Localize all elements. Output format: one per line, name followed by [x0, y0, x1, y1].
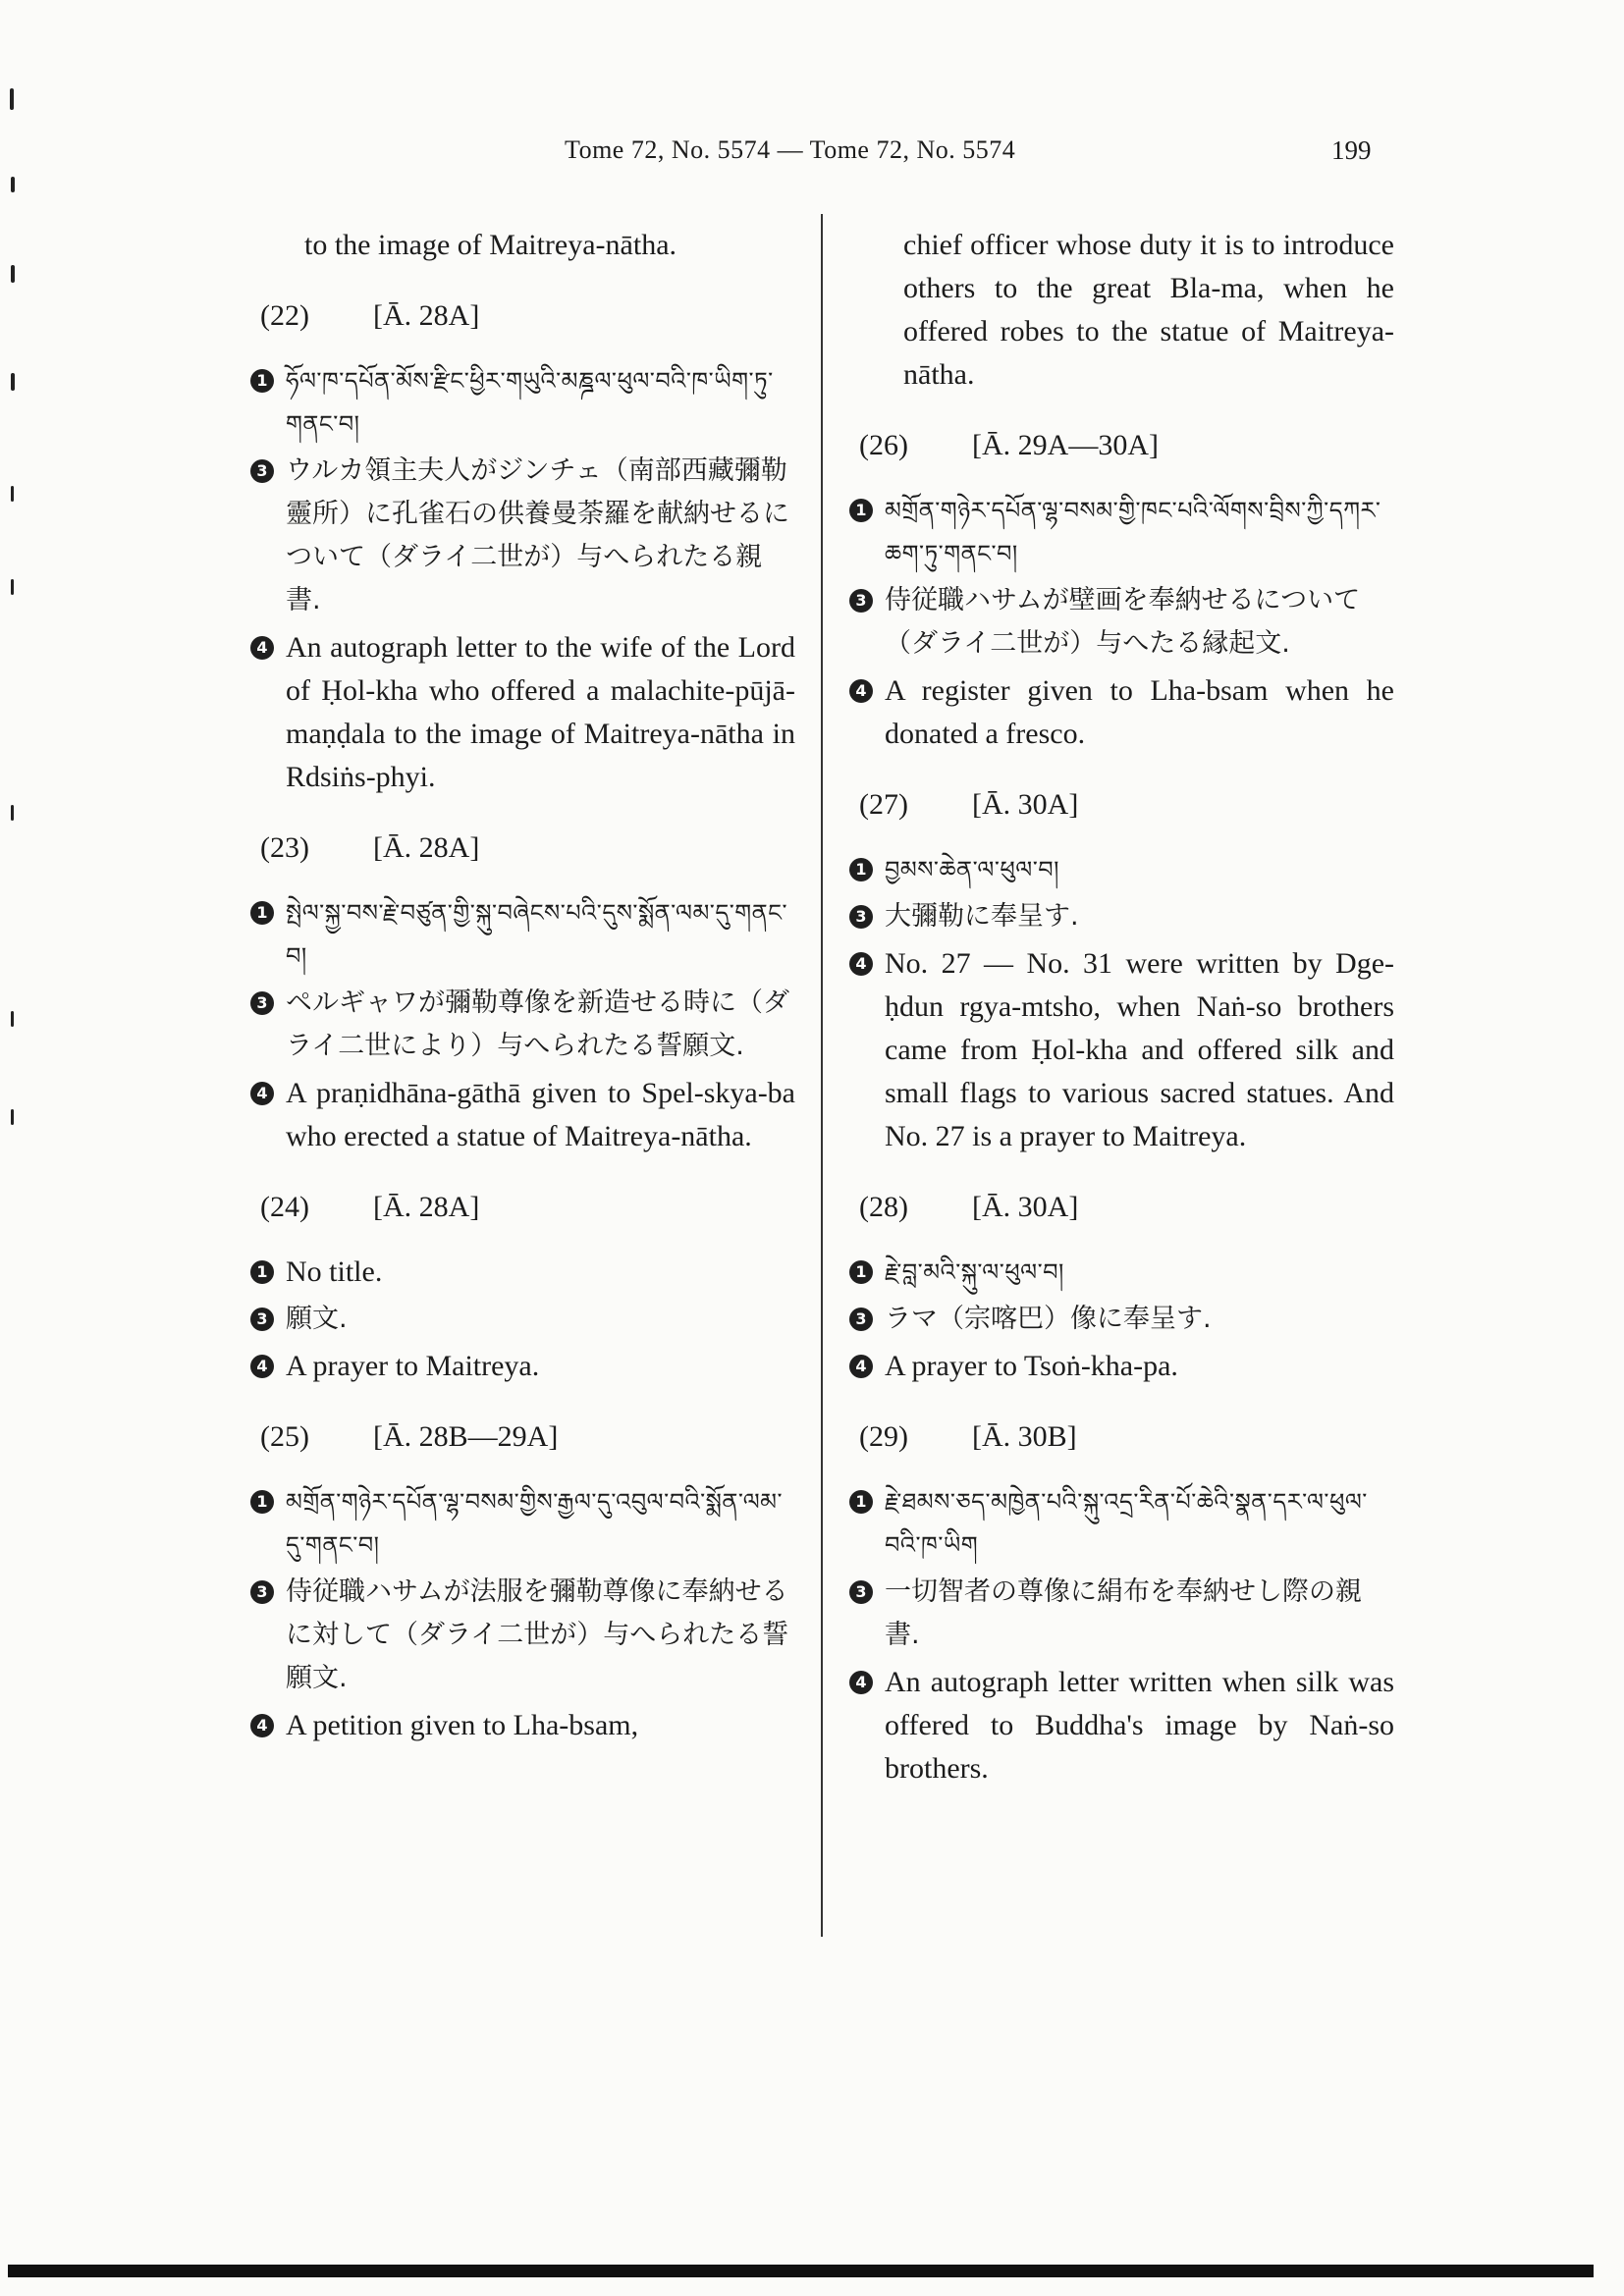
entry-25: [250, 1415, 795, 1747]
continuation-text: to the image of Maitreya-nātha.: [304, 229, 677, 261]
english-title: A prayer to Tsoṅ-kha-pa.: [885, 1350, 1178, 1382]
scan-speck: [11, 486, 14, 502]
entry-28: [849, 1186, 1394, 1388]
entry-number: (27): [859, 788, 908, 821]
entry-heading: [859, 1186, 1394, 1229]
entry-reference: [Ā. 29A—30A]: [972, 429, 1159, 461]
english-marker-icon: 4: [849, 1671, 873, 1694]
entry-24: [250, 1186, 795, 1388]
scan-speck: [11, 1109, 14, 1125]
tibetan-title-row: [250, 1480, 795, 1567]
entry-number: (26): [859, 429, 908, 461]
scan-speck: [10, 88, 14, 110]
japanese-marker-icon: 3: [250, 1580, 274, 1604]
entry-heading: [859, 783, 1394, 827]
english-title: A petition given to Lha-bsam,: [286, 1709, 639, 1741]
japanese-title: ペルギャワが彌勒尊像を新造せる時に（ダライ二世により）与へられたる誓願文.: [286, 988, 789, 1061]
tibetan-marker-icon: 1: [849, 1490, 873, 1514]
japanese-title-row: [250, 1571, 795, 1700]
japanese-title: 一切智者の尊像に絹布を奉納せし際の親書.: [885, 1576, 1362, 1650]
right-column: [849, 224, 1394, 1794]
english-title: No. 27 — No. 31 were written by Dge-ḥdun rgya-mtsho, when Naṅ-so brothers came from Ḥol-kha and offered silk and small flags to various sacred statues. And No. 27 is a prayer to Maitreya.: [885, 947, 1394, 1152]
japanese-marker-icon: 3: [849, 1580, 873, 1604]
entry-number: (22): [260, 299, 309, 332]
tibetan-title: ཧོལ་ཁ་དཔོན་མོས་རྫིང་ཕྱིར་གཡུའི་མཎྜལ་ཕུལ་བའི་ཁ་ཡིག་ཏུ་གནང་བ།: [286, 367, 774, 438]
tibetan-title-row: [250, 891, 795, 978]
entry-23: [250, 827, 795, 1158]
entry-26: [849, 424, 1394, 756]
japanese-title: 願文.: [286, 1304, 348, 1334]
japanese-title: 大彌勒に奉呈す.: [885, 901, 1079, 932]
entry-27: [849, 783, 1394, 1158]
english-marker-icon: 4: [849, 679, 873, 703]
entry-reference: [Ā. 30A]: [972, 1191, 1079, 1223]
entry-reference: [Ā. 28B—29A]: [373, 1420, 559, 1453]
scan-speck: [11, 265, 15, 283]
english-title: An autograph letter written when silk was offered to Buddha's image by Naṅ-so brothers.: [885, 1666, 1394, 1785]
japanese-title: 侍従職ハサムが法服を彌勒尊像に奉納せるに対して（ダライ二世が）与へられたる誓願文.: [286, 1576, 789, 1693]
tibetan-title-row: [849, 848, 1394, 891]
left-column: [250, 224, 795, 1751]
japanese-marker-icon: 3: [250, 459, 274, 483]
entry-heading: [859, 424, 1394, 467]
english-title-row: [849, 1661, 1394, 1790]
tibetan-title: སྤེལ་སྐྱ་བས་རྗེ་བཙུན་གྱི་སྐུ་བཞེངས་པའི་དུས་སྨོན་ལམ་དུ་གནང་བ།: [286, 899, 788, 970]
entry-number: (28): [859, 1191, 908, 1223]
english-title-row: [250, 626, 795, 799]
entry-number: (29): [859, 1420, 908, 1453]
english-title-row: [849, 942, 1394, 1158]
tibetan-marker-icon: 1: [849, 1260, 873, 1284]
english-marker-icon: 4: [250, 1714, 274, 1737]
japanese-title: ウルカ領主夫人がジンチェ（南部西藏彌勒靈所）に孔雀石の供養曼荼羅を献納せるについて（ダライ二世が）与へられたる親書.: [286, 455, 789, 615]
no-title-text: No title.: [286, 1255, 383, 1288]
entry-heading: [260, 1186, 795, 1229]
english-marker-icon: 4: [849, 952, 873, 976]
tibetan-marker-icon: 1: [250, 1490, 274, 1514]
japanese-title: 侍従職ハサムが壁画を奉納せるについて（ダライ二世が）与へたる縁起文.: [885, 585, 1361, 659]
japanese-marker-icon: 3: [250, 1308, 274, 1331]
bottom-rule: [8, 2265, 1594, 2277]
tibetan-marker-icon: 1: [250, 901, 274, 925]
page-header: [0, 135, 1624, 175]
entry-heading: [260, 1415, 795, 1459]
english-title-row: [250, 1704, 795, 1747]
english-title-row: [849, 1345, 1394, 1388]
japanese-marker-icon: 3: [849, 905, 873, 929]
entry-reference: [Ā. 30A]: [972, 788, 1079, 821]
entry-heading: [260, 827, 795, 870]
scan-speck: [11, 177, 15, 192]
entry-reference: [Ā. 28A]: [373, 299, 480, 332]
english-title: A praṇidhāna-gāthā given to Spel-skya-ba who erected a statue of Maitreya-nātha.: [286, 1077, 795, 1152]
entry-heading: [859, 1415, 1394, 1459]
entry-number: (23): [260, 831, 309, 864]
entry-22: [250, 294, 795, 799]
japanese-title-row: [849, 895, 1394, 938]
entry-number: (24): [260, 1191, 309, 1223]
tibetan-marker-icon: 1: [250, 1260, 274, 1284]
english-marker-icon: 4: [250, 1082, 274, 1105]
english-marker-icon: 4: [250, 1355, 274, 1378]
english-marker-icon: 4: [849, 1355, 873, 1378]
japanese-title-row: [849, 1298, 1394, 1341]
tibetan-title: རྗེ་བླ་མའི་སྐུ་ལ་ཕུལ་བ།: [885, 1258, 1064, 1286]
japanese-title-row: [849, 1571, 1394, 1657]
tibetan-title: བྱམས་ཆེན་ལ་ཕུལ་བ།: [885, 856, 1059, 883]
english-title: A prayer to Maitreya.: [286, 1350, 540, 1382]
scan-speck: [11, 1011, 14, 1027]
tibetan-marker-icon: 1: [849, 858, 873, 881]
english-title: An autograph letter to the wife of the Lord of Ḥol-kha who offered a malachite-pūjā-maṇḍala to the image of Maitreya-nātha in Rdsiṅs-phyi.: [286, 631, 795, 793]
japanese-title-row: [250, 450, 795, 622]
running-head: Tome 72, No. 5574 — Tome 72, No. 5574: [565, 135, 1016, 164]
scan-speck: [11, 579, 14, 595]
scan-speck: [11, 373, 15, 391]
tibetan-title-row: [849, 1251, 1394, 1294]
tibetan-title-row: [849, 1480, 1394, 1567]
japanese-title-row: [849, 579, 1394, 666]
entry-heading: [260, 294, 795, 338]
japanese-marker-icon: 3: [250, 991, 274, 1015]
title-row: [250, 1251, 795, 1294]
japanese-title-row: [250, 982, 795, 1068]
japanese-title: ラマ（宗喀巴）像に奉呈す.: [885, 1304, 1212, 1334]
tibetan-title: མགྲོན་གཉེར་དཔོན་ལྷ་བསམ་གྱི་ཁང་པའི་ལོགས་བྲིས་ཀྱི་དཀར་ཆག་ཏུ་གནང་བ།: [885, 497, 1381, 567]
tibetan-marker-icon: 1: [849, 499, 873, 522]
entry-number: (25): [260, 1420, 309, 1453]
entry-reference: [Ā. 28A]: [373, 831, 480, 864]
english-title-row: [849, 669, 1394, 756]
english-title: A register given to Lha-bsam when he donated a fresco.: [885, 674, 1394, 750]
japanese-marker-icon: 3: [849, 589, 873, 613]
tibetan-title: མགྲོན་གཉེར་དཔོན་ལྷ་བསམ་གྱིས་རྒྱལ་དུ་འབུལ་བའི་སྨོན་ལམ་དུ་གནང་བ།: [286, 1488, 784, 1559]
entry-29: [849, 1415, 1394, 1790]
japanese-marker-icon: 3: [849, 1308, 873, 1331]
entry-reference: [Ā. 28A]: [373, 1191, 480, 1223]
tibetan-title: རྗེ་ཐམས་ཅད་མཁྱེན་པའི་སྐུ་འདྲ་རིན་པོ་ཆེའི་སྣན་དར་ལ་ཕུལ་བའི་ཁ་ཡིག: [885, 1488, 1368, 1559]
english-title-row: [250, 1345, 795, 1388]
tibetan-title-row: [849, 489, 1394, 575]
entry-reference: [Ā. 30B]: [972, 1420, 1077, 1453]
continuation-text: chief officer whose duty it is to introduce others to the great Bla-ma, when he offered robes to the statue of Maitreya-nātha.: [903, 229, 1394, 391]
column-divider: [821, 214, 823, 1937]
english-title-row: [250, 1072, 795, 1158]
japanese-title-row: [250, 1298, 795, 1341]
english-marker-icon: 4: [250, 636, 274, 660]
tibetan-marker-icon: 1: [250, 369, 274, 393]
tibetan-title-row: [250, 359, 795, 446]
page-number: 199: [1331, 135, 1372, 165]
scan-speck: [11, 805, 14, 821]
